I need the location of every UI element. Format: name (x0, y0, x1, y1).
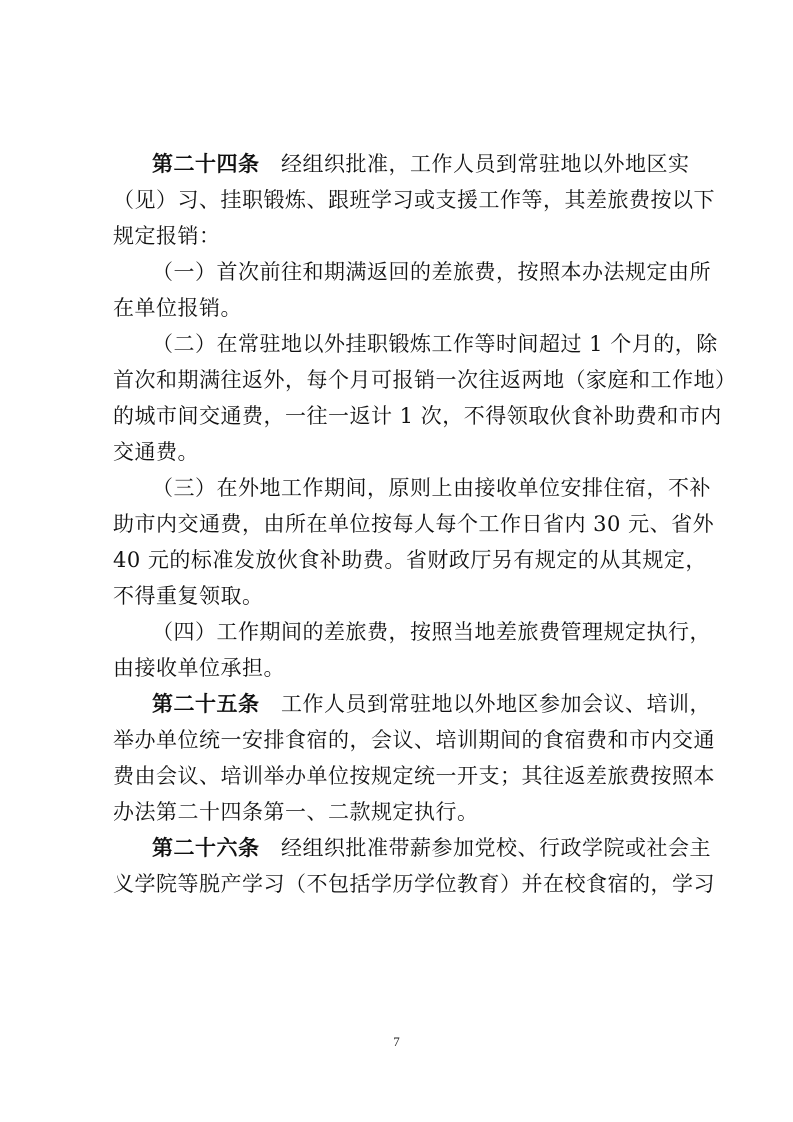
paragraph-line: 不得重复领取。 (113, 584, 264, 608)
paragraph-line: 第二十六条 经组织批准带薪参加党校、行政学院或社会主 (152, 836, 711, 860)
paragraph-line: 义学院等脱产学习（不包括学历学位教育）并在校食宿的，学习 (113, 872, 715, 896)
article-heading: 第二十四条 (152, 152, 260, 176)
paragraph-line: 交通费。 (113, 440, 199, 464)
paragraph-line: 在单位报销。 (113, 296, 242, 320)
paragraph-line: 第二十五条 工作人员到常驻地以外地区参加会议、培训， (152, 692, 711, 716)
paragraph-line: 40 元的标准发放伙食补助费。省财政厅另有规定的从其规定， (113, 548, 707, 572)
paragraph-line: 举办单位统一安排食宿的，会议、培训期间的食宿费和市内交通 (113, 728, 715, 752)
page-number: 7 (393, 1034, 400, 1049)
paragraph-line: 第二十四条 经组织批准，工作人员到常驻地以外地区实 (152, 152, 690, 176)
paragraph-line: （三）在外地工作期间，原则上由接收单位安排住宿，不补 (141, 476, 711, 500)
paragraph-line: 由接收单位承担。 (113, 656, 285, 680)
article-heading: 第二十五条 (152, 692, 260, 716)
paragraph-line: 费由会议、培训举办单位按规定统一开支；其往返差旅费按照本 (113, 764, 715, 788)
paragraph-line: （一）首次前往和期满返回的差旅费，按照本办法规定由所 (141, 260, 711, 284)
paragraph-line: （四）工作期间的差旅费，按照当地差旅费管理规定执行， (141, 620, 711, 644)
paragraph-line: 助市内交通费，由所在单位按每人每个工作日省内 30 元、省外 (113, 512, 715, 536)
paragraph-line: 规定报销： (113, 224, 221, 248)
paragraph-line: 的城市间交通费，一往一返计 1 次，不得领取伙食补助费和市内 (113, 404, 722, 428)
paragraph-line: （二）在常驻地以外挂职锻炼工作等时间超过 1 个月的，除 (141, 332, 718, 356)
paragraph-line: 办法第二十四条第一、二款规定执行。 (113, 800, 479, 824)
article-heading: 第二十六条 (152, 836, 260, 860)
paragraph-line: （见）习、挂职锻炼、跟班学习或支援工作等，其差旅费按以下 (113, 188, 715, 212)
paragraph-line: 首次和期满往返外，每个月可报销一次往返两地（家庭和工作地） (113, 368, 737, 392)
